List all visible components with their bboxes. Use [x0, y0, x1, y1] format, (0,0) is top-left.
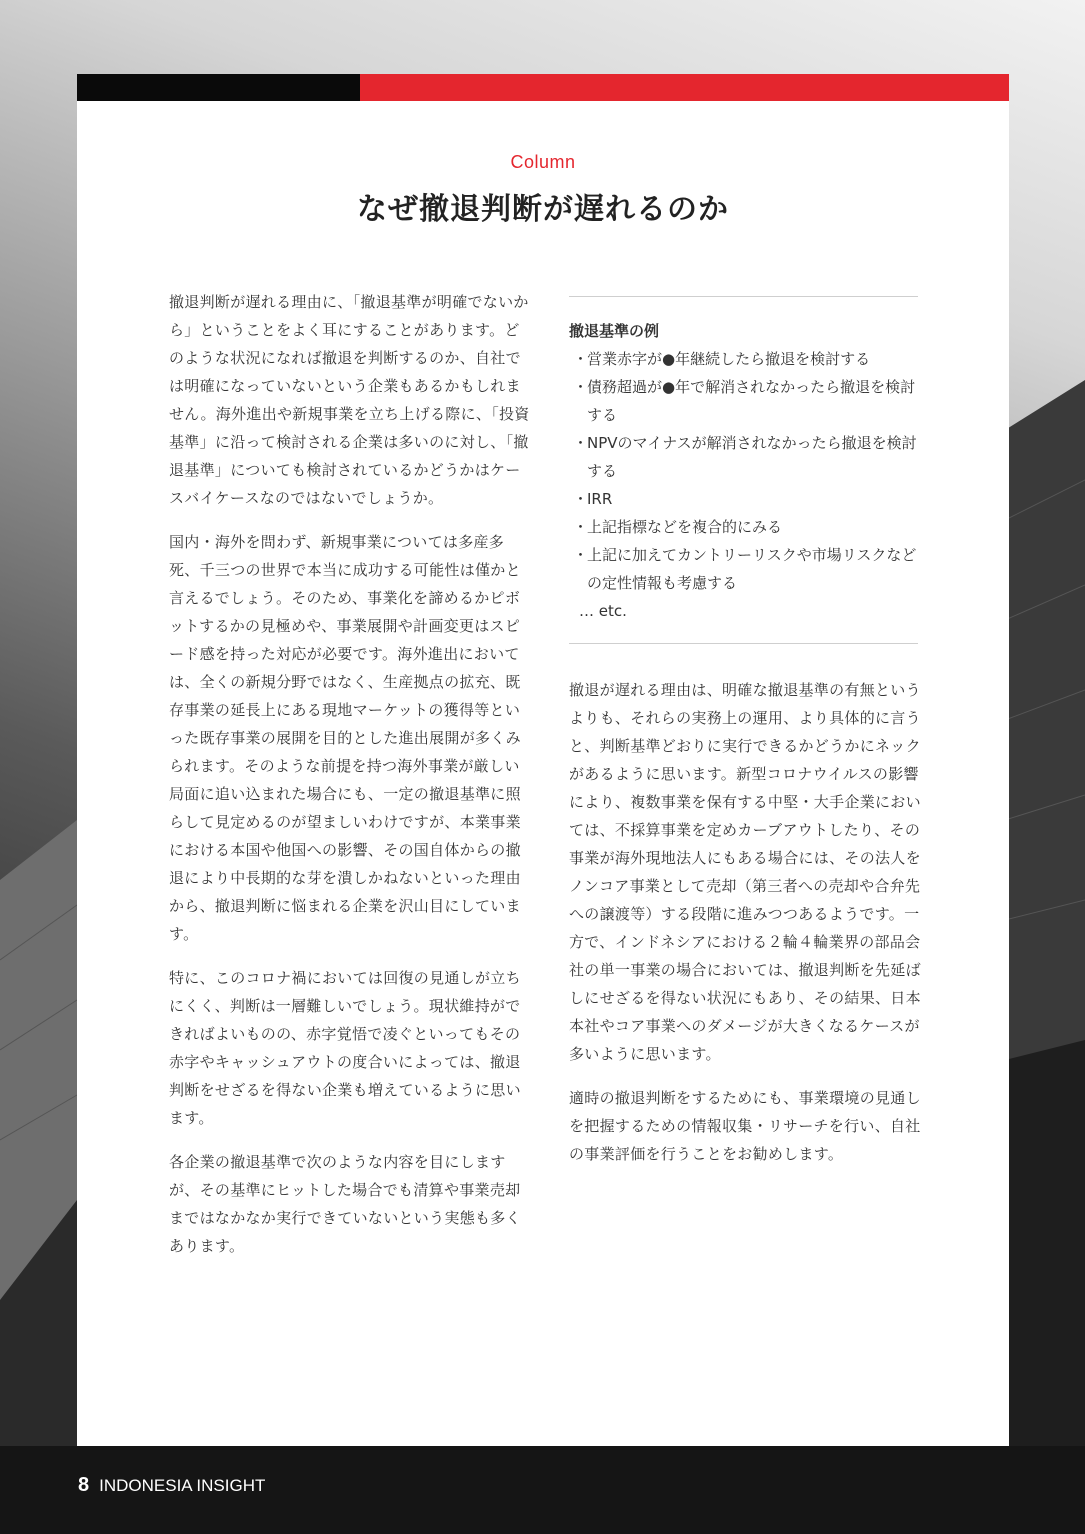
- list-item-text: 営業赤字が●年継続したら撤退を検討する: [587, 350, 871, 368]
- criteria-box: [569, 296, 918, 644]
- left-column: [169, 288, 531, 1276]
- bullet: ・: [573, 350, 589, 368]
- bullet: ・: [573, 518, 589, 536]
- page-footer: [78, 1474, 265, 1497]
- bullet: ・: [573, 490, 589, 508]
- list-item: [569, 541, 918, 597]
- criteria-list: [569, 345, 918, 597]
- list-item: [569, 485, 918, 513]
- list-item-text: NPVのマイナスが解消されなかったら撤退を検討する: [587, 434, 917, 480]
- list-item-text: 上記指標などを複合的にみる: [587, 518, 783, 536]
- right-column: [569, 676, 931, 1184]
- list-item: [569, 373, 918, 429]
- paragraph: 撤退判断が遅れる理由に、「撤退基準が明確でないから」ということをよく耳にすることがあります。どのような状況になれば撤退を判断するのか、自社では明確になっていないという企業もあるかもしれません。海外進出や新規事業を立ち上げる際に、「投資基準」に沿って検討される企業は多いのに対し、「撤退基準」についても検討されているかどうかはケースバイケースなのではないでしょうか。: [169, 293, 530, 507]
- criteria-heading: 撤退基準の例: [569, 322, 660, 340]
- bullet: ・: [573, 546, 589, 564]
- list-item: [569, 345, 918, 373]
- paragraph: 国内・海外を問わず、新規事業については多産多死、千三つの世界で本当に成功する可能性は僅かと言えるでしょう。そのため、事業化を諦めるかピボットするかの見極めや、事業展開や計画変更はスピード感を持った対応が必要です。海外進出においては、全くの新規分野ではなく、生産拠点の拡充、既存事業の延長上にある現地マーケットの獲得等といった既存事業の展開を目的とした進出展開が多くみられます。そのような前提を持つ海外事業が厳しい局面に追い込まれた場合にも、一定の撤退基準に照らして見定めるのが望ましいわけですが、本業事業における本国や他国への影響、その国自体からの撤退により中長期的な芽を潰しかねないといった理由から、撤退判断に悩まれる企業を沢山目にしています。: [169, 533, 521, 943]
- list-item-text: IRR: [587, 490, 613, 508]
- paragraph: 各企業の撤退基準で次のような内容を目にしますが、その基準にヒットした場合でも清算や事業売却まではなかなか実行できていないという実態も多くあります。: [169, 1153, 521, 1255]
- top-bar-black: [77, 74, 360, 101]
- list-item: [569, 429, 918, 485]
- publication-name: INDONESIA INSIGHT: [99, 1476, 266, 1495]
- page-number: 8: [78, 1474, 90, 1496]
- bullet: ・: [573, 434, 589, 452]
- top-bar-red: [360, 74, 1009, 101]
- column-card: [77, 74, 1009, 1446]
- list-item-text: 上記に加えてカントリーリスクや市場リスクなどの定性情報も考慮する: [587, 546, 917, 592]
- page-title: なぜ撤退判断が遅れるのか: [357, 192, 729, 227]
- bullet: ・: [573, 378, 589, 396]
- list-item: [569, 513, 918, 541]
- paragraph: 適時の撤退判断をするためにも、事業環境の見通しを把握するための情報収集・リサーチを行い、自社の事業評価を行うことをお勧めします。: [569, 1089, 921, 1163]
- paragraph: 撤退が遅れる理由は、明確な撤退基準の有無というよりも、それらの実務上の運用、より具体的に言うと、判断基準どおりに実行できるかどうかにネックがあるように思います。新型コロナウイルスの影響により、複数事業を保有する中堅・大手企業においては、不採算事業を定めカーブアウトしたり、その事業が海外現地法人にもある場合には、その法人をノンコア事業として売却（第三者への売却や合弁先への譲渡等）する段階に進みつつあるようです。一方で、インドネシアにおける２輪４輪業界の部品会社の単一事業の場合においては、撤退判断を先延ばしにせざるを得ない状況にもあり、その結果、日本本社やコア事業へのダメージが大きくなるケースが多いように思います。: [569, 681, 921, 1063]
- criteria-etc: … etc.: [579, 602, 627, 620]
- paragraph: 特に、このコロナ禍においては回復の見通しが立ちにくく、判断は一層難しいでしょう。現状維持ができればよいものの、赤字覚悟で凌ぐといってもその赤字やキャッシュアウトの度合いによっては、撤退判断をせざるを得ない企業も増えているように思います。: [169, 969, 521, 1127]
- column-kicker: Column: [510, 152, 576, 172]
- list-item-text: 債務超過が●年で解消されなかったら撤退を検討する: [587, 378, 916, 424]
